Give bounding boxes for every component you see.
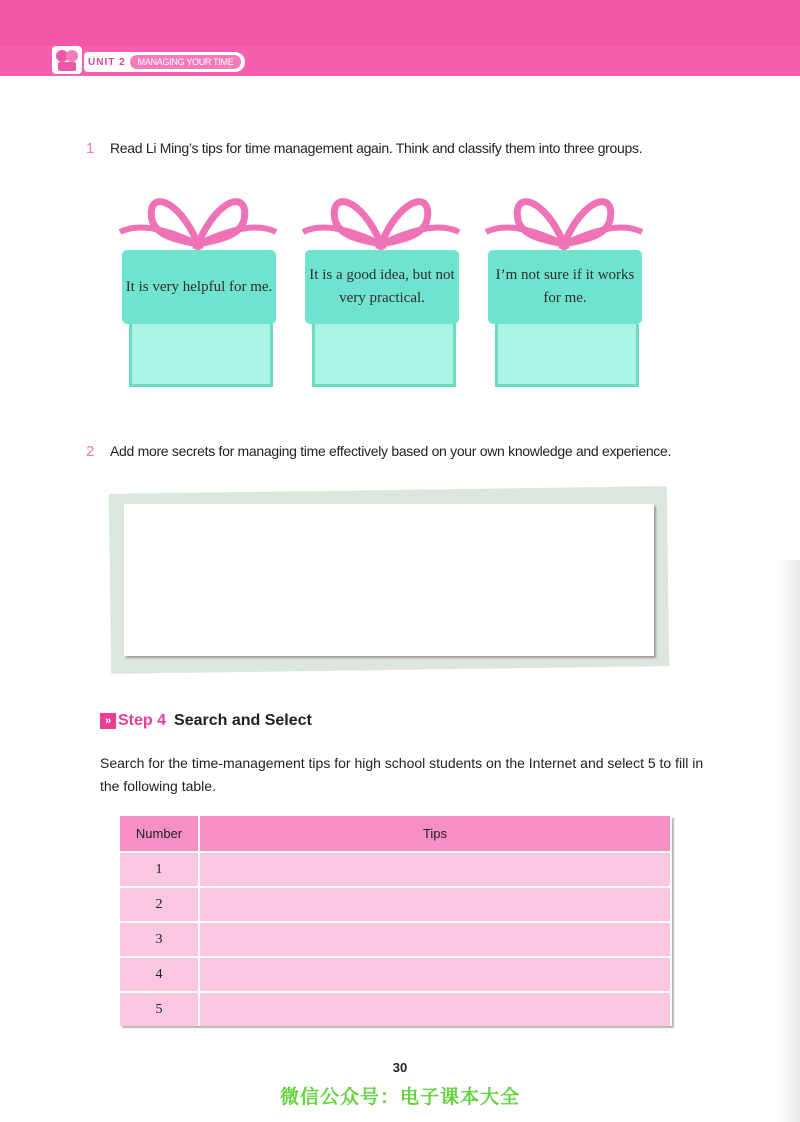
double-chevron-icon: » (100, 713, 116, 729)
column-header-number: Number (120, 816, 199, 852)
gift-lid-label: It is very helpful for me. (122, 250, 276, 324)
unit-name: MANAGING YOUR TIME (130, 55, 242, 69)
table-row (120, 852, 671, 887)
table-row (120, 957, 671, 992)
page-edge-shadow (778, 560, 800, 1122)
task-1-text: Read Li Ming’s tips for time management again. Think and classify them into three groups. (110, 140, 643, 156)
task-1-number: 1 (86, 140, 95, 157)
step-heading (100, 712, 312, 730)
gift-answer-box[interactable] (495, 324, 639, 387)
bow-icon (484, 186, 644, 256)
table-row (120, 922, 671, 957)
tip-cell[interactable] (199, 992, 671, 1026)
task-2-text: Add more secrets for managing time effectively based on your own knowledge and experience. (110, 443, 672, 459)
row-number: 4 (120, 957, 199, 992)
page-number: 30 (392, 1060, 408, 1075)
gift-box-practical (301, 186, 461, 390)
gift-answer-box[interactable] (312, 324, 456, 387)
unit-label: UNIT 2 (88, 56, 126, 68)
bow-icon (118, 186, 278, 256)
gift-boxes (118, 186, 678, 396)
tip-cell[interactable] (199, 957, 671, 992)
gift-lid-label: I’m not sure if it works for me. (488, 250, 642, 324)
row-number: 2 (120, 887, 199, 922)
gift-answer-box[interactable] (129, 324, 273, 387)
unit-logo-icon (52, 46, 82, 74)
tip-cell[interactable] (199, 922, 671, 957)
row-number: 3 (120, 922, 199, 957)
watermark-text: 微信公众号：电子课本大全 (279, 1087, 520, 1108)
column-header-tips: Tips (199, 816, 671, 852)
writing-area[interactable] (124, 504, 654, 656)
table-row (120, 887, 671, 922)
tips-table (120, 816, 672, 1026)
gift-box-helpful (118, 186, 278, 390)
gift-box-not-sure (484, 186, 644, 390)
row-number: 1 (120, 852, 199, 887)
bow-icon (301, 186, 461, 256)
gift-lid-label: It is a good idea, but not very practical. (305, 250, 459, 324)
tip-cell[interactable] (199, 887, 671, 922)
step-label: Step 4 (118, 712, 167, 729)
table-row (120, 992, 671, 1026)
unit-tab (84, 52, 245, 72)
task-2-number: 2 (86, 443, 95, 460)
tip-cell[interactable] (199, 852, 671, 887)
row-number: 5 (120, 992, 199, 1026)
step-instruction: Search for the time-management tips for high school students on the Internet and select 5 to fill in the following table. (100, 755, 704, 794)
step-title: Search and Select (174, 712, 312, 729)
